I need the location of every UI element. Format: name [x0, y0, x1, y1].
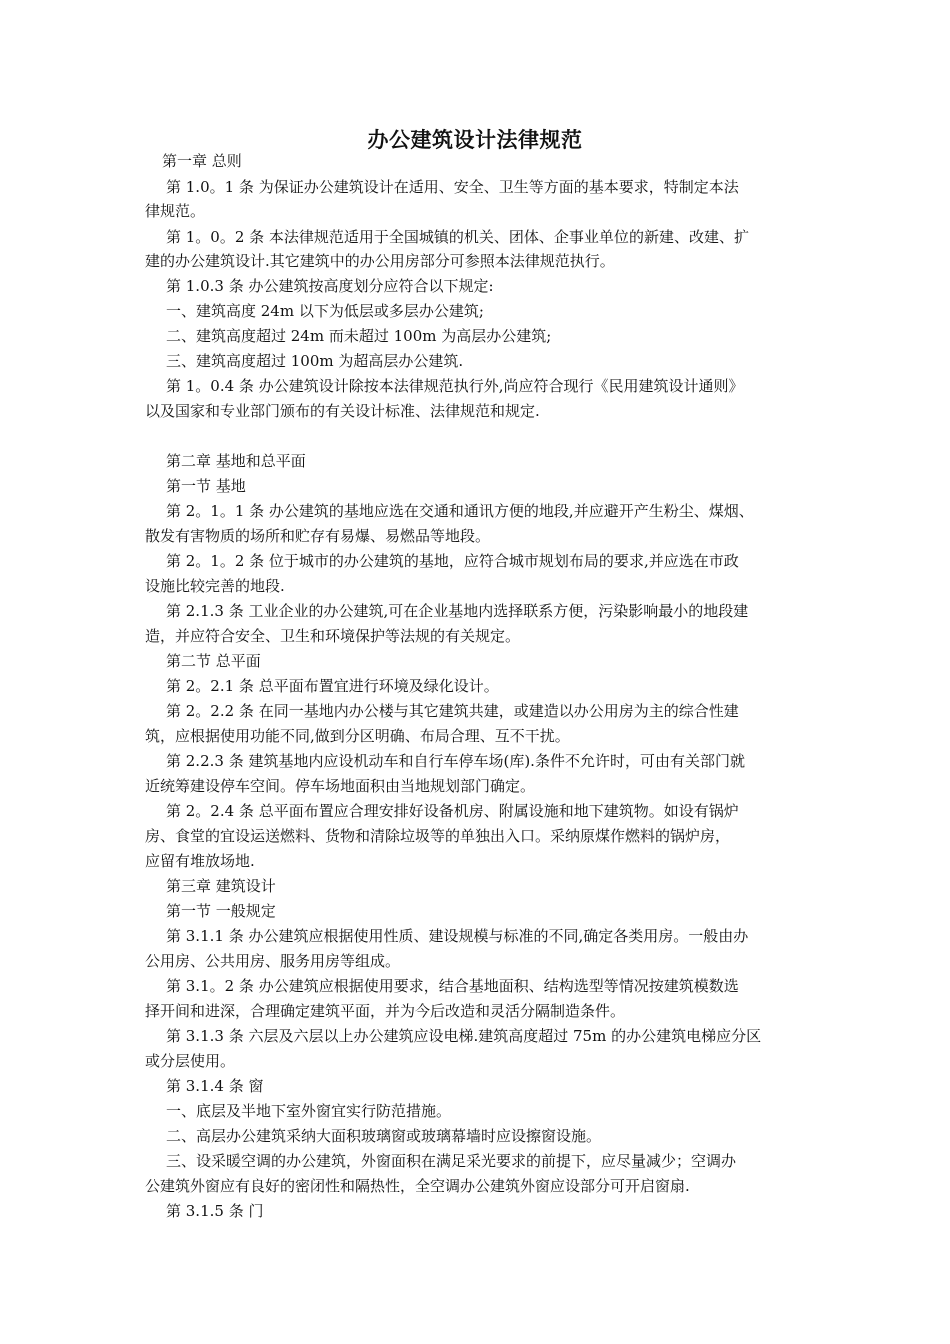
paragraph-line: 第 2。1。1 条 办公建筑的基地应选在交通和通讯方便的地段,并应避开产生粉尘、煤烟、: [166, 502, 754, 520]
list-item: 二、建筑高度超过 24m 而未超过 100m 为高层办公建筑;: [166, 327, 552, 345]
paragraph-line: 第 3.1.4 条 窗: [166, 1077, 264, 1095]
paragraph-line: 筑，应根据使用功能不同,做到分区明确、布局合理、互不干扰。: [145, 727, 570, 745]
section-heading: 第二节 总平面: [166, 652, 261, 670]
paragraph-line: 公建筑外窗应有良好的密闭性和隔热性，全空调办公建筑外窗应设部分可开启窗扇.: [145, 1177, 690, 1195]
paragraph-line: 散发有害物质的场所和贮存有易爆、易燃品等地段。: [145, 527, 491, 545]
paragraph-line: 择开间和进深，合理确定建筑平面，并为今后改造和灵活分隔制造条件。: [145, 1002, 626, 1020]
document-title: 办公建筑设计法律规范: [367, 127, 583, 152]
paragraph-line: 第 3.1。2 条 办公建筑应根据使用要求，结合基地面积、结构选型等情况按建筑模数选: [166, 977, 739, 995]
paragraph-line: 第 2.2.3 条 建筑基地内应设机动车和自行车停车场(库).条件不允许时，可由有关部门就: [166, 752, 745, 770]
section-heading: 第一节 基地: [166, 477, 246, 495]
paragraph-line: 公用房、公共用房、服务用房等组成。: [145, 952, 401, 970]
paragraph-line: 房、食堂的宜设运送燃料、货物和清除垃圾等的单独出入口。采纳原煤作燃料的锅炉房，: [145, 827, 731, 845]
section-heading: 第一节 一般规定: [166, 902, 276, 920]
paragraph-line: 以及国家和专业部门颁布的有关设计标准、法律规范和规定.: [145, 402, 540, 420]
list-item: 三、建筑高度超过 100m 为超高层办公建筑.: [166, 352, 464, 370]
paragraph-line: 第 3.1.1 条 办公建筑应根据使用性质、建设规模与标准的不同,确定各类用房。一般由办: [166, 927, 749, 945]
paragraph-line: 第 2。2.2 条 在同一基地内办公楼与其它建筑共建，或建造以办公用房为主的综合性建: [166, 702, 739, 720]
paragraph-line: 第 1.0。1 条 为保证办公建筑设计在适用、安全、卫生等方面的基本要求，特制定本法: [166, 178, 739, 196]
chapter-heading: 第三章 建筑设计: [166, 877, 276, 895]
paragraph-line: 第 3.1.5 条 门: [166, 1202, 264, 1220]
paragraph-line: 应留有堆放场地.: [145, 852, 255, 870]
paragraph-line: 第 2。2.1 条 总平面布置宜进行环境及绿化设计。: [166, 677, 499, 695]
paragraph-line: 造，并应符合安全、卫生和环境保护等法规的有关规定。: [145, 627, 521, 645]
paragraph-line: 律规范。: [145, 202, 206, 220]
list-item: 一、建筑高度 24m 以下为低层或多层办公建筑;: [166, 302, 484, 320]
paragraph-line: 第 1。0。2 条 本法律规范适用于全国城镇的机关、团体、企事业单位的新建、改建、扩: [166, 228, 749, 246]
paragraph-line: 近统筹建设停车空间。停车场地面积由当地规划部门确定。: [145, 777, 536, 795]
paragraph-line: 建的办公建筑设计.其它建筑中的办公用房部分可参照本法律规范执行。: [145, 252, 615, 270]
list-item: 二、高层办公建筑采纳大面积玻璃窗或玻璃幕墙时应设擦窗设施。: [166, 1127, 602, 1145]
paragraph-line: 第 2。2.4 条 总平面布置应合理安排好设备机房、附属设施和地下建筑物。如设有锅炉: [166, 802, 739, 820]
paragraph-line: 设施比较完善的地段.: [145, 577, 285, 595]
paragraph-line: 第 2.1.3 条 工业企业的办公建筑,可在企业基地内选择联系方便，污染影响最小的地段建: [166, 602, 749, 620]
chapter-heading: 第二章 基地和总平面: [166, 452, 306, 470]
paragraph-line: 第 2。1。2 条 位于城市的办公建筑的基地，应符合城市规划布局的要求,并应选在市政: [166, 552, 739, 570]
paragraph-line: 或分层使用。: [145, 1052, 236, 1070]
paragraph-line: 第 1。0.4 条 办公建筑设计除按本法律规范执行外,尚应符合现行《民用建筑设计通则》: [166, 377, 744, 395]
paragraph-line: 第 3.1.3 条 六层及六层以上办公建筑应设电梯.建筑高度超过 75m 的办公建筑电梯应分区: [166, 1027, 762, 1045]
list-item: 一、底层及半地下室外窗宜实行防范措施。: [166, 1102, 452, 1120]
list-item: 三、设采暖空调的办公建筑，外窗面积在满足采光要求的前提下，应尽量减少；空调办: [166, 1152, 737, 1170]
chapter-heading: 第一章 总则: [162, 152, 242, 170]
paragraph-line: 第 1.0.3 条 办公建筑按高度划分应符合以下规定:: [166, 277, 494, 295]
